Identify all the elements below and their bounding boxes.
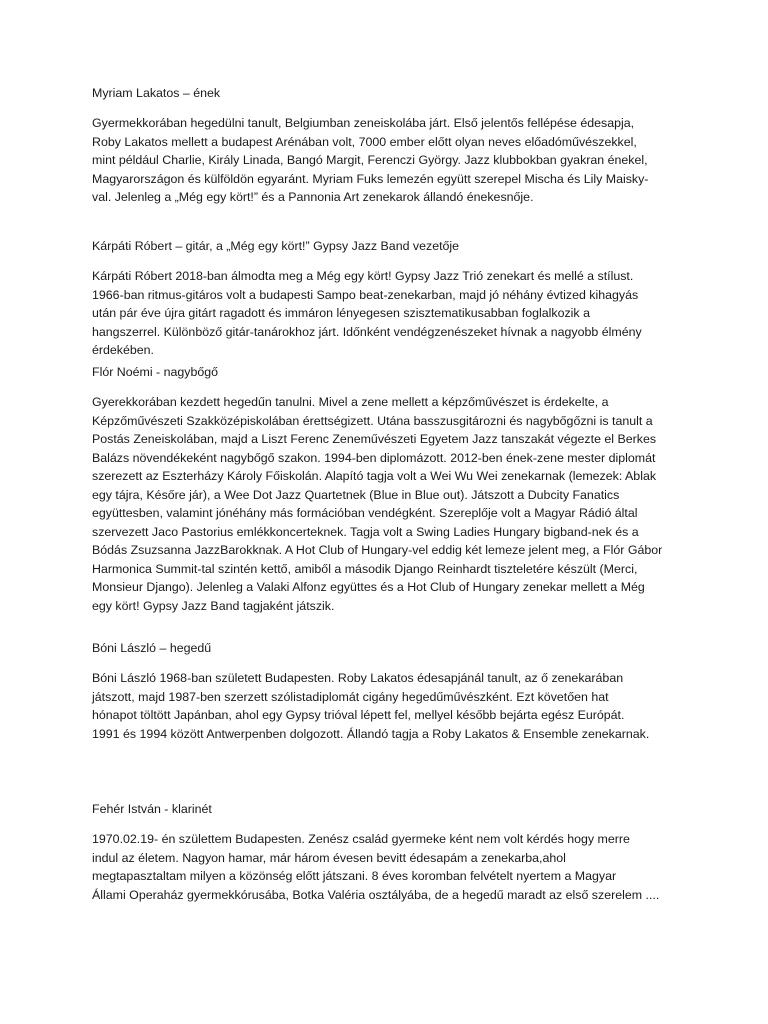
paragraph-line: 1966-ban ritmus-gitáros volt a budapesti Sampo beat-zenekarban, majd jó néhány évtized kihagyás	[92, 287, 639, 302]
paragraph-line: Kárpáti Róbert 2018-ban álmodta meg a Még egy kört! Gypsy Jazz Trió zenekart és mellé a stílust.	[92, 269, 634, 283]
section-feher-istvan	[92, 800, 702, 904]
paragraph-line: Állami Operaház gyermekkórusába, Botka Valéria osztályába, de a hegedű maradt az első szerelem ....	[92, 887, 660, 902]
section-paragraph	[92, 267, 702, 360]
paragraph-line: Monsieur Django). Jelenleg a Valaki Alfonz együttes és a Hot Club of Hungary zenekar mellett a Még	[92, 580, 645, 594]
paragraph-line: Balázs növendékeként nagybőgő szakon. 1994-ben diplomázott. 2012-ben ének-zene mester diplomát	[92, 450, 656, 465]
paragraph-line: Bódás Zsuzsanna JazzBarokknak. A Hot Club of Hungary-vel eddig két lemeze jelent meg, a Flór Gábor	[92, 543, 663, 557]
paragraph-line: indul az életem. Nagyon hamar, már három évesen bevitt édesapám a zenekarba,ahol	[92, 850, 566, 865]
section-heading: Bóni László – hegedű	[92, 641, 212, 655]
paragraph-line: Bóni László 1968-ban született Budapesten. Roby Lakatos édesapjánál tanult, az ő zenekarában	[92, 671, 624, 685]
paragraph-line: Képzőművészeti Szakközépiskolában érettségizett. Utána basszusgitározni és nagybőgőzni is tanult a	[92, 413, 653, 428]
paragraph-line: Postás Zeneiskolában, majd a Liszt Ferenc Zeneművészeti Egyetem Jazz tanszakát végezte el Berkes	[92, 432, 657, 446]
section-paragraph	[92, 669, 702, 743]
section-paragraph	[92, 830, 702, 904]
section-boni-laszlo	[92, 639, 702, 743]
paragraph-line: hónapot töltött Japánban, ahol egy Gypsy trióval lépett fel, mellyel később bejárta egész Európát.	[92, 708, 625, 722]
paragraph-line: Roby Lakatos mellett a budapest Arénában volt, 7000 ember előtt olyan neves előadóművészekkel,	[92, 134, 637, 149]
section-heading: Flór Noémi - nagybőgő	[92, 365, 219, 379]
paragraph-line: Harmonica Summit-tal szintén kettő, amiből a második Django Reinhardt tiszteletére készült (Merci,	[92, 561, 638, 576]
paragraph-line: Gyerekkorában kezdett hegedűn tanulni. Mivel a zene mellett a képzőművészet is érdekelte, a	[92, 395, 609, 409]
paragraph-line: Magyarországon és külföldön egyaránt. Myriam Fuks lemezén együtt szerepel Mischa és Lily Maisky-	[92, 171, 649, 186]
paragraph-line: 1991 és 1994 között Antwerpenben dolgozott. Állandó tagja a Roby Lakatos & Ensemble zenekarnak.	[92, 726, 650, 741]
paragraph-line: mint például Charlie, Király Linada, Bangó Margit, Ferenczi György. Jazz klubbokban gyakran énekel,	[92, 153, 648, 167]
paragraph-line: egy kört! Gypsy Jazz Band tagjaként játszik.	[92, 598, 335, 613]
paragraph-line: hangszerrel. Különböző gitár-tanárokhoz járt. Időnként vendégzenészeket hívnak a nagyobb élmény	[92, 324, 642, 339]
section-karpati-robert	[92, 237, 702, 360]
paragraph-line: szerezett az Eszterházy Károly Főiskolán. Alapító tagja volt a Wei Wu Wei zenekarnak (lemezek: Ablak	[92, 469, 657, 483]
paragraph-line: egy tájra, Későre jár), a Wee Dot Jazz Quartetnek (Blue in Blue out). Játszott a Dubcity Fanatics	[92, 487, 620, 502]
section-heading: Myriam Lakatos – ének	[92, 86, 221, 100]
section-paragraph	[92, 393, 702, 615]
paragraph-line: val. Jelenleg a „Még egy kört!” és a Pannonia Art zenekarok állandó énekesnője.	[92, 190, 534, 204]
paragraph-line: játszott, majd 1987-ben szerzett szólistadiplomát cigány hegedűművészként. Ezt követően hat	[92, 689, 609, 704]
section-heading: Kárpáti Róbert – gitár, a „Még egy kört!” Gypsy Jazz Band vezetője	[92, 239, 460, 253]
section-paragraph	[92, 114, 702, 207]
section-myriam-lakatos	[92, 84, 702, 207]
section-flor-noemi	[92, 363, 702, 615]
section-heading: Fehér István - klarinét	[92, 802, 212, 816]
paragraph-line: 1970.02.19- én születtem Budapesten. Zenész család gyermeke ként nem volt kérdés hogy merre	[92, 832, 630, 846]
paragraph-line: érdekében.	[92, 343, 155, 357]
paragraph-line: együttesben, valamint jónéhány más formációban vendégként. Szereplője volt a Magyar Rádió által	[92, 506, 638, 520]
paragraph-line: szervezett Jaco Pastorius emlékkoncerteknek. Tagja volt a Swing Ladies Hungary bigband-nek és a	[92, 524, 639, 539]
paragraph-line: Gyermekkorában hegedülni tanult, Belgiumban zeneiskolába járt. Első jelentős fellépése édesapja,	[92, 116, 635, 130]
paragraph-line: után pár éve újra gitárt ragadott és immáron lényegesen szisztematikusabban foglalkozik a	[92, 306, 590, 320]
paragraph-line: megtapasztaltam milyen a közönség előtt játszani. 8 éves koromban felvételt nyertem a Magyar	[92, 869, 617, 883]
